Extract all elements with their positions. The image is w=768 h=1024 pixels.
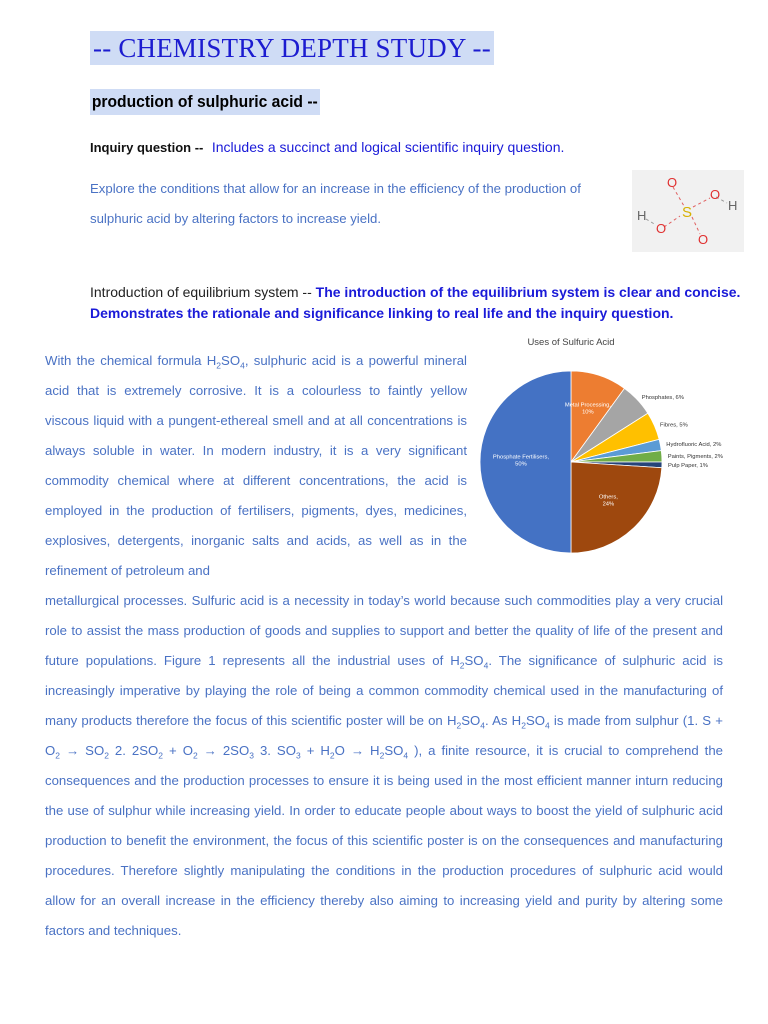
- atom-label: O: [667, 175, 678, 190]
- body-text: is made from sulphur (1. S + O: [45, 713, 723, 758]
- subscript: 2: [379, 750, 385, 761]
- subscript: 4: [240, 360, 245, 371]
- subscript: 3: [249, 750, 254, 761]
- introduction-heading: [90, 282, 741, 324]
- body-text: . The significance of sulphuric acid is increasingly imperative by playing the role of being a common commodity chemical used in the manufacturing of many products therefore the focus of this scientific poster will be on H: [45, 653, 723, 728]
- pie-slice: [571, 462, 662, 553]
- subscript: 2: [456, 720, 462, 731]
- atom-label: O: [698, 232, 709, 247]
- introduction-criteria-1: The introduction of the equilibrium system is clear and concise.: [315, 284, 741, 300]
- subscript: 4: [483, 660, 489, 671]
- body-text: SO: [464, 653, 484, 668]
- pie-slice-label: Metal Processing, 10%: [564, 402, 611, 416]
- body-text: With the chemical formula H: [45, 353, 217, 368]
- body-text: SO: [525, 713, 545, 728]
- page-title: -- CHEMISTRY DEPTH STUDY --: [90, 31, 494, 65]
- subscript: 2: [329, 750, 335, 761]
- body-text: , sulphuric acid is a powerful mineral acid that is extremely corrosive. It is a colourless to faintly yellow viscous liquid with a pungent-ethereal smell and at all concentrations is always soluble in water. In modern industry, it is a very significant commodity chemical where at different concentrations, the acid is employed in the production of fertilisers, pigments, dyes, medicines, explosives, detergents, inorganic salts and acids, as well as in the refinement of petroleum and: [45, 353, 467, 578]
- introduction-criteria-2: Demonstrates the rationale and significance linking to real life and the inquiry question.: [90, 305, 674, 321]
- body-paragraph-2: [45, 586, 723, 946]
- subscript: 4: [545, 720, 550, 731]
- pie-slice-label: Phosphates, 6%: [641, 394, 684, 401]
- body-text: + H: [300, 743, 330, 758]
- subscript: 4: [403, 750, 409, 761]
- body-text: metallurgical processes. Sulfuric acid is a necessity in today’s world because such commodities play a very crucial role to assist the mass production of goods and supplies to support and better the quality of life of the present and future populations. Figure 1 represents all the industrial uses of H: [45, 593, 723, 668]
- inquiry-label: Inquiry question --: [90, 140, 204, 155]
- subscript: 4: [480, 720, 485, 731]
- pie-slice-label: Fibres, 5%: [660, 422, 688, 429]
- subscript: 2: [216, 360, 222, 371]
- pie-slice-label: Pulp Paper, 1%: [667, 462, 708, 469]
- body-paragraph-1: [45, 346, 467, 586]
- body-text: . As H: [485, 713, 522, 728]
- body-text: SO: [221, 353, 241, 368]
- atom-label: H: [728, 198, 738, 213]
- bond-line: [693, 198, 710, 207]
- body-text: SO: [461, 713, 481, 728]
- body-text: SO: [384, 743, 404, 758]
- pie-slice-label: Hydrofluoric Acid, 2%: [666, 442, 722, 449]
- body-text: ), a finite resource, it is crucial to comprehend the consequences and the production processes to ensure it is being used in the most efficient manner inturn reducing the use of sulphur while increasing yield. In order to educate people about ways to boost the yield of sulphuric acid production to benefit the environment, the focus of this scientific poster is on the consequences and manufacturing procedures. Therefore slightly manipulating the conditions in the production procedures of sulphuric acid would allow for an overall increase in the efficiency thereby also aiming to increasing yield and purity by altering some factors and techniques.: [45, 743, 723, 938]
- sulfuric-acid-uses-pie-chart: [478, 332, 748, 564]
- atom-label: O: [710, 187, 721, 202]
- subscript: 2: [521, 720, 526, 731]
- chart-title: Uses of Sulfuric Acid: [527, 337, 615, 348]
- bond-line: [664, 216, 680, 227]
- introduction-label: Introduction of equilibrium system --: [90, 284, 312, 300]
- subscript: 3: [295, 750, 301, 761]
- page-subtitle: production of sulphuric acid --: [90, 89, 320, 115]
- pie-slice-label: Phosphate Fertilisers, 50%: [492, 454, 549, 468]
- inquiry-question-text: Explore the conditions that allow for an increase in the efficiency of the production of sulphuric acid by altering factors to increase yield.: [90, 181, 581, 226]
- subscript: 2: [192, 750, 198, 761]
- pie-slice-label: Others, 24%: [598, 494, 618, 508]
- body-text: 3. SO: [253, 743, 296, 758]
- body-text: + O: [163, 743, 193, 758]
- subscript: 2: [55, 750, 60, 761]
- body-text: → 2SO: [197, 743, 250, 758]
- body-text: O → H: [334, 743, 380, 758]
- body-text: 2. 2SO: [108, 743, 159, 758]
- atom-label: S: [682, 204, 693, 221]
- body-text: → SO: [60, 743, 105, 758]
- subscript: 2: [104, 750, 109, 761]
- atom-label: H: [637, 208, 647, 223]
- atom-label: O: [656, 221, 667, 236]
- pie-slice-label: Paints, Pigments, 2%: [667, 454, 723, 461]
- sulfuric-acid-molecule-image: [632, 170, 744, 252]
- inquiry-criteria: Includes a succinct and logical scientific inquiry question.: [211, 139, 565, 155]
- bond-line: [646, 219, 656, 225]
- subscript: 2: [158, 750, 164, 761]
- subscript: 2: [459, 660, 465, 671]
- inquiry-heading: [90, 136, 564, 159]
